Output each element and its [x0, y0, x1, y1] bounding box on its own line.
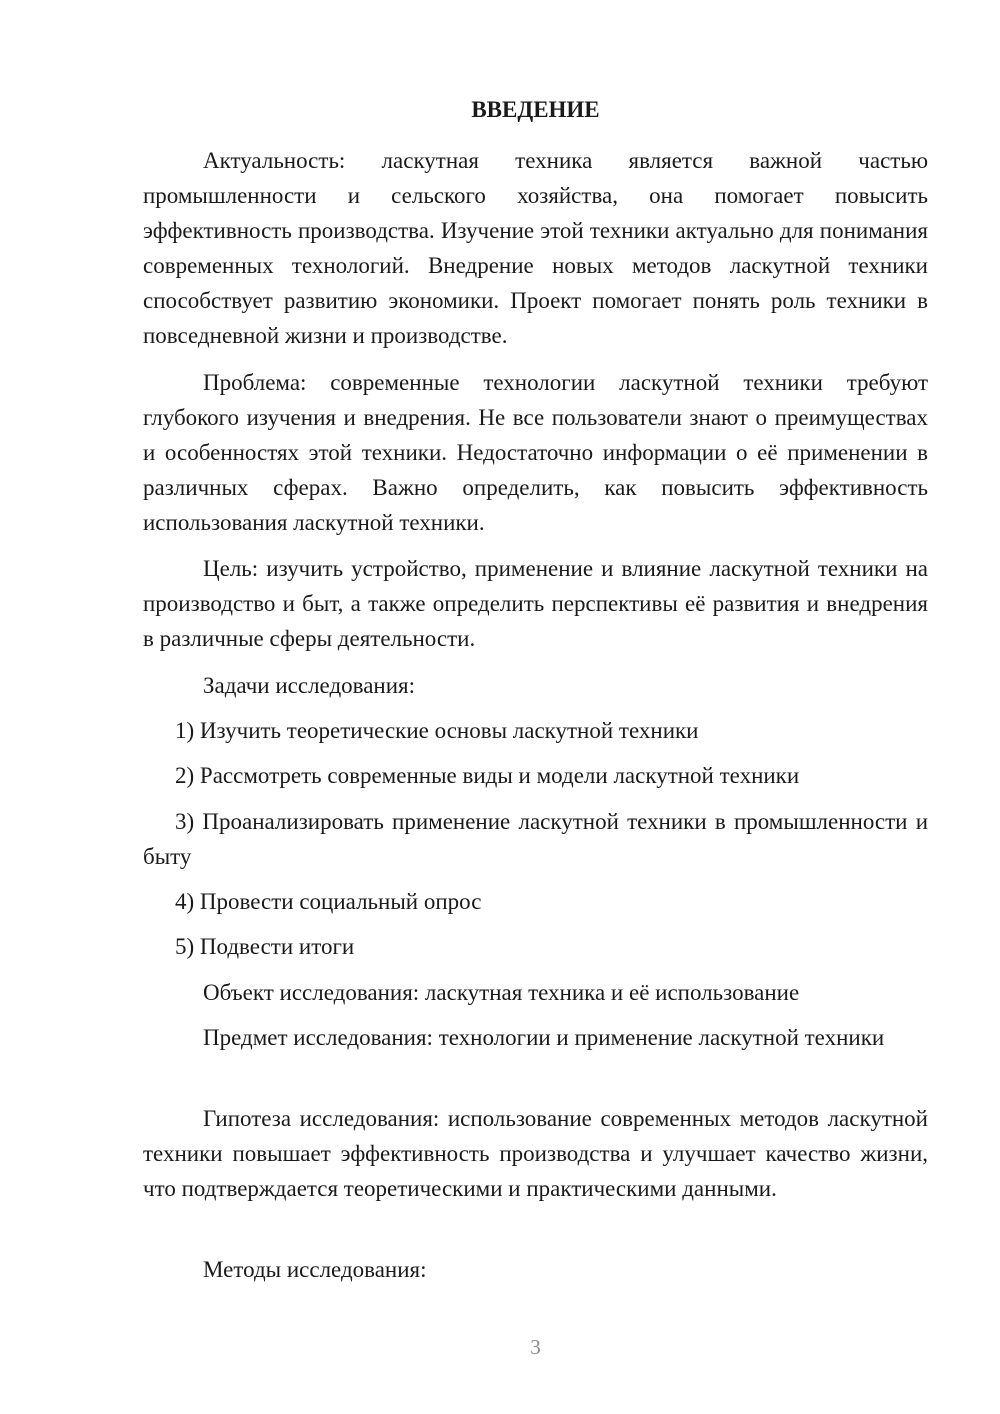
task-item-3: 3) Проанализировать применение ласкутной техники в промышленности и быту [143, 809, 928, 869]
paragraph-goal: Цель: изучить устройство, применение и влияние ласкутной техники на производство и быт, а также определить перспективы её развития и внедрения в различные сферы деятельности. [143, 556, 928, 651]
task-item-4: 4) Провести социальный опрос [175, 889, 482, 914]
paragraph-object: Объект исследования: ласкутная техника и её использование [203, 980, 800, 1005]
methods-heading: Методы исследования: [203, 1257, 427, 1282]
page-number: 3 [530, 1335, 541, 1359]
page-title: ВВЕДЕНИЕ [471, 97, 600, 122]
paragraph-relevance: Актуальность: ласкутная техника является важной частью промышленности и сельского хозяйства, она помогает повысить эффективность производства. Изучение этой техники актуально для понимания современных технологий. Внедрение новых методов ласкутной техники способствует развитию экономики. Проект помогает понять роль техники в повседневной жизни и производстве. [143, 148, 928, 348]
paragraph-hypothesis: Гипотеза исследования: использование современных методов ласкутной техники повышает эффективность производства и улучшает качество жизни, что подтверждается теоретическими и практическими данными. [143, 1106, 928, 1201]
task-item-2: 2) Рассмотреть современные виды и модели ласкутной техники [175, 763, 800, 788]
tasks-heading: Задачи исследования: [203, 673, 416, 698]
paragraph-subject: Предмет исследования: технологии и применение ласкутной техники [203, 1025, 885, 1050]
paragraph-problem: Проблема: современные технологии ласкутной техники требуют глубокого изучения и внедрения. Не все пользователи знают о преимуществах и особенностях этой техники. Недостаточно информации о её применении в различных сферах. Важно определить, как повысить эффективность использования ласкутной техники. [143, 370, 928, 535]
task-item-5: 5) Подвести итоги [175, 934, 355, 959]
task-item-1: 1) Изучить теоретические основы ласкутной техники [175, 718, 699, 743]
